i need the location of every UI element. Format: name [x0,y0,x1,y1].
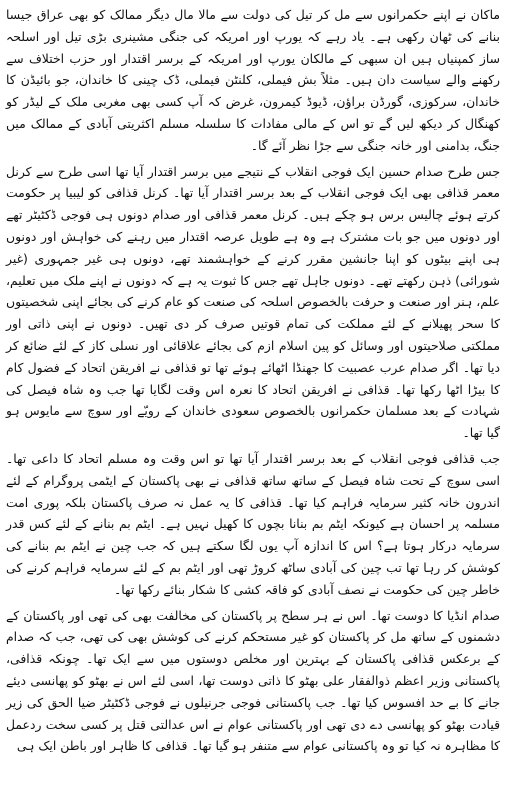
paragraph-1: ماکان نے اپنے حکمرانوں سے مل کر تیل کی دولت سے مالا مال دیگر ممالک کو بھی عراق جیسا بنانے کی ٹھان رکھی ہے۔ یاد رہے کہ یورپ اور امریکہ کی جنگی مشینری بڑی تیل اور اسلحہ ساز کمپنیاں ہیں ان سبھی کے مالکان یورپ اور امریکہ کے برسر اقتدار اور حزب اختلاف سے رکھنے والے سیاست دان ہیں۔ مثلاً بش فیملی، کلنٹن فیملی، ڈک چینی کا خاندان، جو بائیڈن کا خاندان، سرکوزی، گورڈن براؤن، ڈیوڈ کیمرون، غرض کہ آپ کسی بھی مغربی ملک کے لیڈر کو کھنگال کر دیکھ لیں گے تو اس کے مالی مفادات کا سلسلہ مسلم اکثریتی آبادی کے ممالک میں جنگ، بدامنی اور خانہ جنگی سے جڑا نظر آئے گا۔ [6,7,500,153]
paragraph-4: صدام انڈیا کا دوست تھا۔ اس نے ہر سطح پر پاکستان کی مخالفت بھی کی تھی اور پاکستان کے دشمنوں کے ساتھ مل کر پاکستان کو غیر مستحکم کرنے کی کوشش بھی کی تھی، جب کہ صدام کے برعکس قذافی پاکستان کے بہترین اور مخلص دوستوں میں سے ایک تھا۔ چونکہ قذافی، پاکستانی وزیر اعظم ذوالفقار علی بھٹو کا ذاتی دوست تھا، اسی لئے اس نے بھٹو کو پھانسی دیئے جانے کا بے حد افسوس کیا تھا۔ جب پاکستانی فوجی جرنیلوں نے فوجی ڈکٹیٹر ضیا الحق کی زیر قیادت بھٹو کو پھانسی دے دی تھی اور پاکستانی عوام نے اس عدالتی قتل پر کسی سخت ردعمل کا مظاہرہ نہ کیا تو وہ پاکستانی عوام سے متنفر ہو گیا تھا۔ قذافی کا ظاہر اور باطن ایک ہی [6,607,500,754]
paragraph-3: جب قذافی فوجی انقلاب کے بعد برسر اقتدار آیا تھا تو اس وقت وہ مسلم اتحاد کا داعی تھا۔ اسی سوچ کے تحت شاہ فیصل کے ساتھ ساتھ قذافی نے بھی پاکستان کے ایٹمی پروگرام کے لئے اندرون خانہ کثیر سرمایہ فراہم کیا تھا۔ قذافی کا یہ عمل نہ صرف پاکستان بلکہ پوری امت مسلمہ پر احسان ہے کیونکہ ایٹم بم بنانا بچوں کا کھیل نہیں ہے۔ ایٹم بم بنانے کے لئے کس قدر سرمایہ درکار ہوتا ہے؟ اس کا اندازہ آپ یوں لگا سکتے ہیں کہ جب چین نے ایٹم بم بنانے کی کوشش کر رہا تھا تب چین کی آبادی ساٹھ کروڑ تھی اور ایٹم بم کے لئے سرمایہ فراہم کرنے کی خاطر چین کی حکومت نے نصف آبادی کو فاقہ کشی کا شکار بنائے رکھا تھا۔ [6,450,500,597]
paragraph-2: جس طرح صدام حسین ایک فوجی انقلاب کے نتیجے میں برسر اقتدار آیا تھا اسی طرح سے کرنل معمر قذافی بھی ایک فوجی انقلاب کے بعد برسر اقتدار آیا تھا۔ کرنل قذافی کو لیبیا پر حکومت کرتے ہوئے چالیس برس ہو چکے ہیں۔ کرنل معمر قذافی اور صدام دونوں ہی فوجی ڈکٹیٹر تھے اور دونوں میں جو بات مشترک ہے وہ ہے طویل عرصہ اقتدار میں رہنے کی خواہش اور دونوں ہی اپنے بیٹوں کو اپنا جانشین مقرر کرنے کے خواہشمند تھے، دونوں ہی غیر جمہوری (غیر شورائی) ذہن رکھتے تھے۔ دونوں جاہل تھے جس کا ثبوت یہ ہے کہ دونوں نے اپنے ملک میں تعلیم، علم، ہنر اور صنعت و حرفت بالخصوص اسلحہ کی صنعت کو عام کرنے کی بجائے اپنی شخصیتوں کا سحر پھیلانے کے لئے مملکت کی تمام قوتیں صرف کر دی تھیں۔ دونوں نے اپنی ذاتی اور مملکتی صلاحیتوں اور وسائل کو پین اسلام ازم کی بجائے علاقائی اور نسلی کاز کے لئے ضائع کر دیا تھا۔ اگر صدام عرب عصبیت کا جھنڈا اٹھائے ہوئے تھا تو قذافی نے افریقن اتحاد کے فضول کام کا بیڑا اٹھا رکھا تھا۔ قذافی نے افریقن اتحاد کا نعرہ اس وقت لگایا تھا جب وہ شاہ فیصل کی شہادت کے بعد مسلمان حکمرانوں بالخصوص سعودی خاندان کے رویّے اور سوچ سے مایوس ہو گیا تھا۔ [6,163,500,441]
